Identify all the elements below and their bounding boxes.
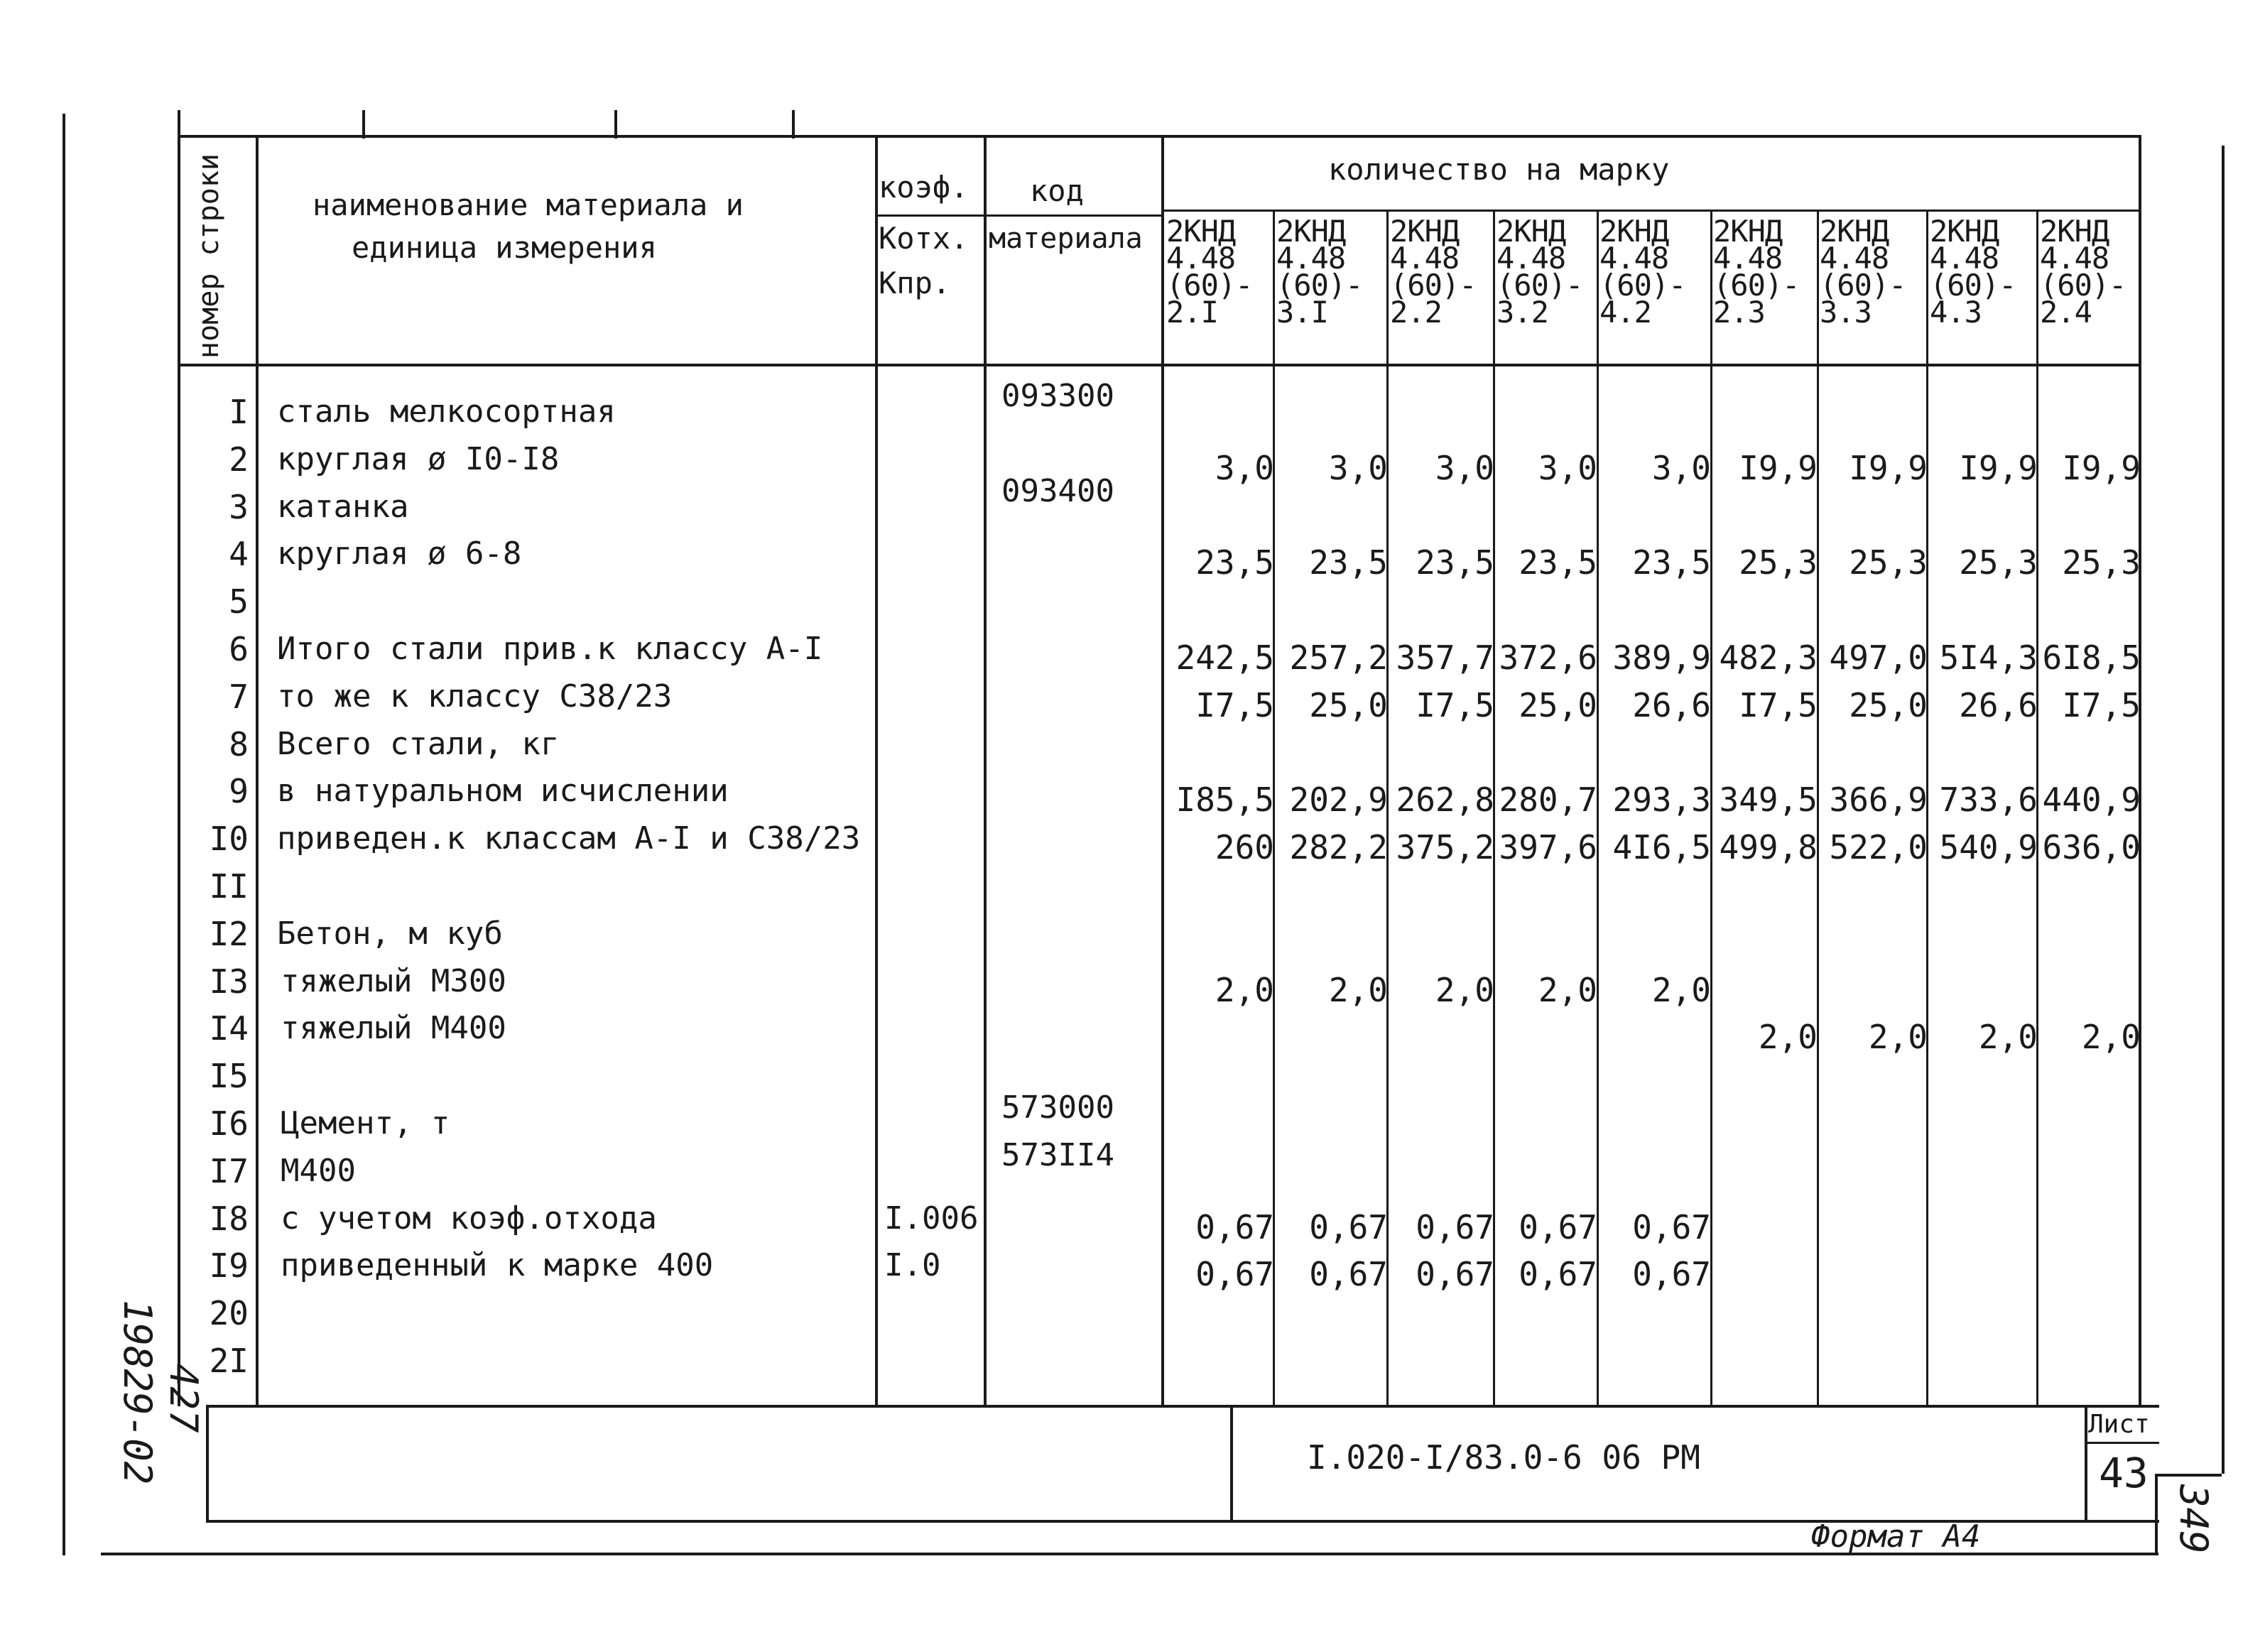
row-code: 573II4 [1001, 1136, 1114, 1173]
table-right [2139, 135, 2141, 1406]
row-value: 2,0 [1758, 1018, 1818, 1057]
mark-label: (60)- [1276, 268, 1363, 303]
stamp-top [206, 1405, 2159, 1408]
row-number: 2I [209, 1342, 249, 1380]
row-value: 25,0 [1519, 685, 1597, 724]
mark-label: 2.4 [2040, 295, 2092, 330]
col-sep-rownum [256, 135, 259, 1406]
stamp-left [206, 1405, 209, 1522]
row-value: 3,0 [1435, 448, 1494, 487]
row-value: 540,9 [1939, 828, 2038, 867]
row-value: 349,5 [1719, 781, 1818, 820]
row-name: в натуральном исчислении [277, 773, 729, 810]
stamp-sheet-left [2085, 1405, 2087, 1522]
row-value: 0,67 [1195, 1255, 1274, 1294]
top-tick-1 [178, 110, 180, 138]
row-value: 440,9 [2042, 781, 2141, 820]
row-value: 280,7 [1499, 781, 1597, 820]
row-name: Цемент, т [281, 1105, 450, 1141]
row-value: 3,0 [1328, 448, 1388, 487]
row-value: 2,0 [1868, 1018, 1928, 1057]
mark-label: (60)- [1166, 268, 1253, 303]
row-value: 497,0 [1829, 638, 1928, 677]
row-name: Всего стали, кг [277, 725, 560, 762]
row-value: 2,0 [2081, 1018, 2141, 1057]
row-number: I2 [209, 914, 249, 953]
mark-label: (60)- [1930, 268, 2016, 303]
archive-number: 349 [2171, 1484, 2216, 1554]
top-tick-4 [792, 110, 795, 138]
row-value: I7,5 [1195, 685, 1274, 724]
row-value: 0,67 [1416, 1207, 1494, 1246]
row-value: 0,67 [1632, 1207, 1711, 1246]
mark-label: 2КНД [1497, 214, 1566, 249]
col-sep-name [875, 135, 878, 1406]
row-value: 733,6 [1939, 781, 2038, 820]
sheet-label: Лист [2088, 1410, 2150, 1439]
row-number: I [229, 393, 249, 431]
row-value: 25,0 [1849, 685, 1928, 724]
table-left [178, 135, 180, 1406]
row-number: I4 [209, 1009, 249, 1048]
header-code-top: код [1030, 173, 1084, 208]
mark-label: 4.48 [2040, 241, 2109, 276]
row-value: 23,5 [1632, 543, 1711, 582]
row-number: 6 [229, 630, 249, 668]
header-row-number: номер строки [192, 153, 225, 359]
mark-label: 2КНД [2040, 214, 2109, 249]
row-value: 257,2 [1289, 638, 1388, 677]
row-value: 282,2 [1289, 828, 1388, 867]
mark-label: 4.3 [1930, 295, 1982, 330]
mark-label: 2КНД [1713, 214, 1783, 249]
row-number: I5 [209, 1057, 249, 1096]
row-value: 3,0 [1538, 448, 1597, 487]
row-value: 26,6 [1632, 685, 1711, 724]
row-value: 23,5 [1309, 543, 1388, 582]
row-number: 8 [229, 724, 249, 763]
row-value: I9,9 [1739, 448, 1818, 487]
mark-label: (60)- [1820, 268, 1906, 303]
inventory-number: 19829-02 [115, 1300, 160, 1485]
row-value: 0,67 [1416, 1255, 1494, 1294]
row-code: 573000 [1001, 1089, 1114, 1126]
frame-right-inner-bottom [2155, 1474, 2158, 1555]
row-number: 7 [229, 677, 249, 716]
mark-label: 4.48 [1390, 241, 1460, 276]
row-number: 4 [229, 535, 249, 574]
row-name: тяжелый М300 [281, 962, 506, 999]
row-name: приведенный к марке 400 [281, 1247, 714, 1284]
row-name: то же к классу С38/23 [277, 678, 673, 714]
row-coef: I.0 [884, 1247, 941, 1284]
header-coef-line2: Кпр. [879, 266, 951, 300]
mark-label: 4.48 [1599, 241, 1669, 276]
row-value: 25,3 [1959, 543, 2038, 582]
row-value: I7,5 [2062, 685, 2141, 724]
mark-label: 2.I [1166, 295, 1218, 330]
row-value: I9,9 [1959, 448, 2038, 487]
row-name: тяжелый М400 [281, 1010, 506, 1047]
row-number: 3 [229, 487, 249, 526]
row-coef: I.006 [884, 1200, 979, 1237]
row-name: Итого стали прив.к классу А-I [277, 631, 823, 667]
row-number: 20 [209, 1294, 249, 1333]
row-value: 23,5 [1416, 543, 1494, 582]
row-value: 357,7 [1396, 638, 1494, 677]
mark-label: 3.2 [1497, 295, 1548, 330]
row-value: 0,67 [1309, 1207, 1388, 1246]
header-name-line2: единица измерения [352, 230, 657, 265]
row-value: 2,0 [1651, 970, 1711, 1009]
row-value: 262,8 [1396, 781, 1494, 820]
row-value: I9,9 [2062, 448, 2141, 487]
mark-label: 4.2 [1599, 295, 1651, 330]
row-name: круглая ø I0-I8 [277, 440, 560, 477]
table-top [178, 135, 2141, 138]
row-value: 2,0 [1978, 1018, 2038, 1057]
col-sep-coef [984, 135, 987, 1406]
format-label: Формат А4 [1811, 1518, 1981, 1555]
row-value: I7,5 [1416, 685, 1494, 724]
row-value: 26,6 [1959, 685, 2038, 724]
row-value: 375,2 [1396, 828, 1494, 867]
row-name: Бетон, м куб [277, 915, 503, 952]
frame-right-outer [2222, 146, 2225, 1474]
mark-label: (60)- [2040, 268, 2127, 303]
row-value: 202,9 [1289, 781, 1388, 820]
row-code: 093300 [1001, 378, 1114, 414]
row-value: 2,0 [1435, 970, 1494, 1009]
row-value: 293,3 [1612, 781, 1711, 820]
row-number: II [209, 867, 249, 906]
mark-label: 4.48 [1276, 241, 1346, 276]
row-name: сталь мелкосортная [277, 393, 616, 430]
mark-label: 4.48 [1820, 241, 1889, 276]
row-number: 5 [229, 582, 249, 621]
row-value: I9,9 [1849, 448, 1928, 487]
row-value: 3,0 [1215, 448, 1274, 487]
row-value: 482,3 [1719, 638, 1818, 677]
row-value: 0,67 [1519, 1207, 1597, 1246]
mark-label: 2КНД [1930, 214, 1999, 249]
mark-label: 2КНД [1599, 214, 1669, 249]
row-value: 0,67 [1309, 1255, 1388, 1294]
row-number: 2 [229, 440, 249, 479]
header-bottom [178, 364, 2141, 366]
frame-right-tail [2156, 1474, 2222, 1477]
frame-left-outer [63, 114, 65, 1555]
stamp-divider [1230, 1405, 1233, 1522]
row-value: 522,0 [1829, 828, 1928, 867]
row-value: I7,5 [1739, 685, 1818, 724]
header-name-line1: наименование материала и [313, 188, 744, 222]
doc-code: I.020-I/83.0-6 06 PM [1307, 1438, 1700, 1477]
row-value: 372,6 [1499, 638, 1597, 677]
row-value: 25,3 [1849, 543, 1928, 582]
row-value: 6I8,5 [2042, 638, 2141, 677]
header-code-bottom: материала [989, 222, 1143, 255]
mark-label: (60)- [1390, 268, 1477, 303]
mark-label: 2.3 [1713, 295, 1765, 330]
row-value: 3,0 [1651, 448, 1711, 487]
mark-label: (60)- [1497, 268, 1583, 303]
header-coef-top: коэф. [879, 170, 969, 205]
mark-label: 2.2 [1390, 295, 1442, 330]
row-number: I0 [209, 820, 249, 859]
row-value: 366,9 [1829, 781, 1928, 820]
stamp-sheet-mid [2085, 1442, 2159, 1444]
row-number: I3 [209, 962, 249, 1001]
row-value: 23,5 [1519, 543, 1597, 582]
sheet-number: 43 [2099, 1449, 2149, 1497]
row-value: 242,5 [1175, 638, 1274, 677]
row-value: 389,9 [1612, 638, 1711, 677]
coef-divider [875, 214, 1161, 217]
header-coef-line1: Котх. [879, 221, 969, 256]
mark-label: 3.I [1276, 295, 1328, 330]
row-value: 25,3 [2062, 543, 2141, 582]
row-number: I6 [209, 1104, 249, 1143]
row-value: 2,0 [1328, 970, 1388, 1009]
row-value: 636,0 [2042, 828, 2141, 867]
row-number: I7 [209, 1151, 249, 1190]
mark-label: 3.3 [1820, 295, 1872, 330]
row-name: круглая ø 6-8 [277, 536, 522, 572]
row-value: 0,67 [1195, 1207, 1274, 1246]
mark-label: 2КНД [1390, 214, 1460, 249]
row-value: 260 [1215, 828, 1274, 867]
row-value: 23,5 [1195, 543, 1274, 582]
row-code: 093400 [1001, 472, 1114, 509]
row-value: 5I4,3 [1939, 638, 2038, 677]
row-number: 9 [229, 772, 249, 811]
row-value: I85,5 [1175, 781, 1274, 820]
row-name: с учетом коэф.отхода [281, 1200, 657, 1237]
row-value: 25,3 [1739, 543, 1818, 582]
mark-label: (60)- [1599, 268, 1686, 303]
mark-label: 2КНД [1166, 214, 1236, 249]
row-name: катанка [277, 488, 409, 525]
row-value: 499,8 [1719, 828, 1818, 867]
mark-label: 2КНД [1820, 214, 1889, 249]
row-value: 0,67 [1632, 1255, 1711, 1294]
top-tick-3 [614, 110, 617, 138]
mark-label: (60)- [1713, 268, 1800, 303]
mark-label: 4.48 [1713, 241, 1783, 276]
mark-label: 4.48 [1930, 241, 1999, 276]
row-value: 4I6,5 [1612, 828, 1711, 867]
page-mark: 427 [161, 1364, 206, 1433]
col-sep-code [1161, 135, 1164, 1406]
row-number: I8 [209, 1199, 249, 1238]
row-name: М400 [281, 1152, 356, 1189]
mark-label: 4.48 [1166, 241, 1236, 276]
row-value: 2,0 [1215, 970, 1274, 1009]
row-value: 25,0 [1309, 685, 1388, 724]
mark-label: 4.48 [1497, 241, 1566, 276]
header-qty-title: количество на марку [1328, 152, 1670, 187]
qty-title-bottom [1161, 210, 2141, 212]
row-name: приведен.к классам А-I и С38/23 [277, 820, 861, 857]
row-value: 397,6 [1499, 828, 1597, 867]
top-tick-2 [362, 110, 365, 138]
row-number: I9 [209, 1246, 249, 1286]
row-value: 2,0 [1538, 970, 1597, 1009]
mark-label: 2КНД [1276, 214, 1346, 249]
row-value: 0,67 [1519, 1255, 1597, 1294]
